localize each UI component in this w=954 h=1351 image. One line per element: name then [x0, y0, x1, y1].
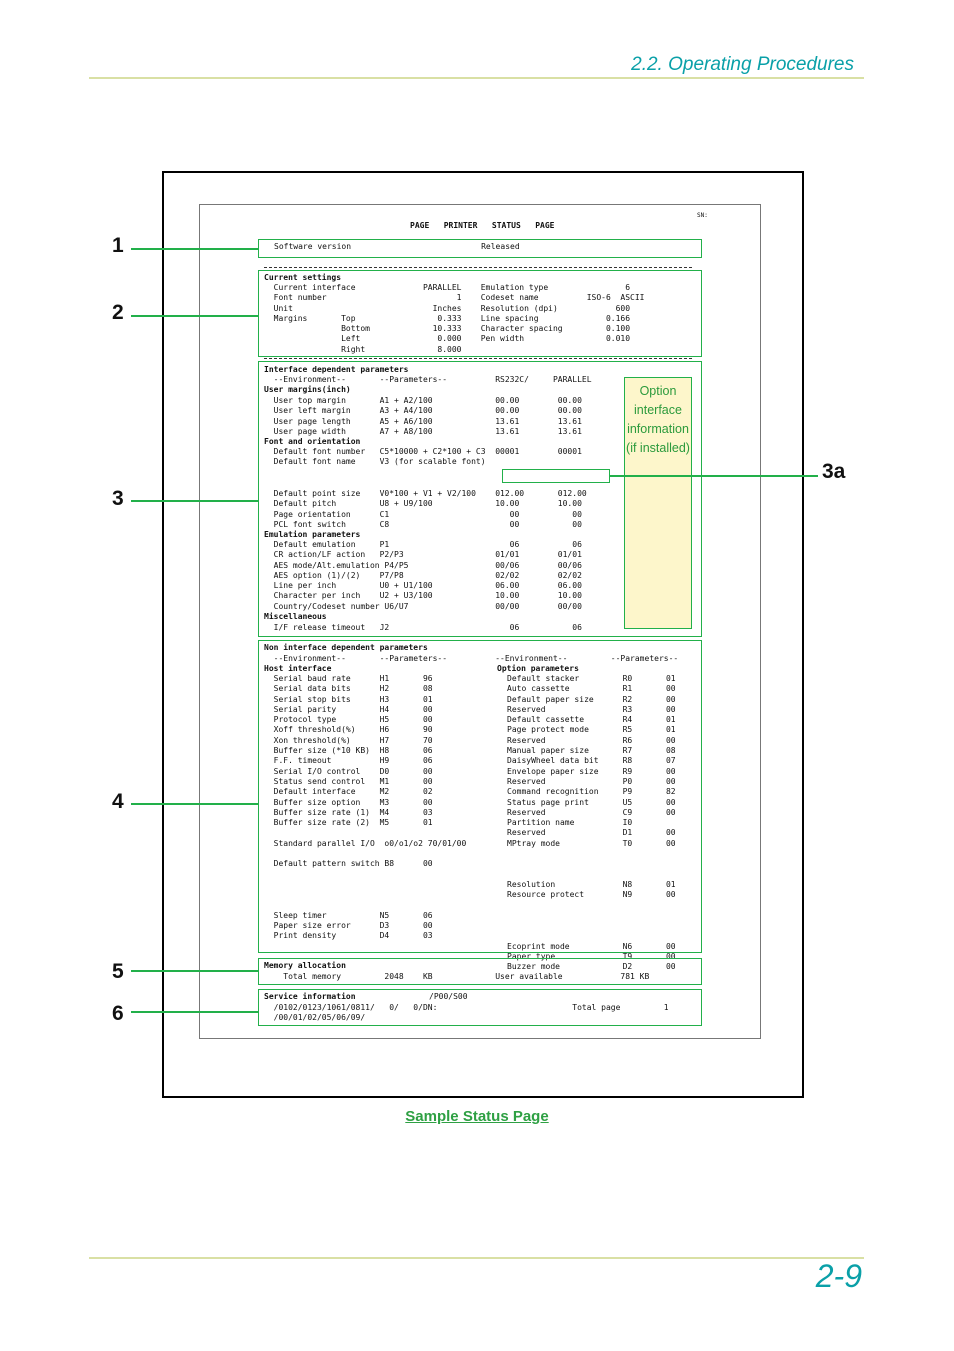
non-interface-heading: Non interface dependent parameters [264, 643, 428, 652]
service-information-heading: Service information [264, 992, 356, 1001]
option-info-line: (if installed) [626, 441, 690, 455]
option-info-line: Option [639, 384, 677, 398]
callout-number-2: 2 [112, 301, 124, 324]
software-version-line: Software version Released [274, 242, 520, 251]
status-page-title: PAGE PRINTER STATUS PAGE [410, 221, 555, 230]
user-margins-heading: User margins(inch) [264, 385, 351, 394]
font-orientation-body: Default font number C5*10000 + C2*100 + C3 00001 00001 Default font name V3 (for scalable font) [273, 447, 582, 467]
footer-rule [89, 1257, 864, 1259]
separator-line [264, 358, 692, 359]
callout-number-6: 6 [112, 1002, 124, 1025]
point-pitch-body: Default point size V0*100 + V1 + V2/100 012.00 012.00 Default pitch U8 + U9/100 10.00 10.00 Page orientation C1 00 00 PCL font switch C8 00 00 [273, 489, 587, 529]
font-orientation-heading: Font and orientation [264, 437, 361, 446]
separator-line [264, 267, 692, 268]
callout-number-1: 1 [112, 234, 124, 257]
non-interface-columns-header: --Environment-- --Parameters-- --Environment-- --Parameters-- [264, 654, 679, 663]
callout-number-3a: 3a [822, 460, 846, 483]
emulation-heading: Emulation parameters [264, 530, 361, 539]
section-title: 2.2. Operating Procedures [631, 54, 854, 75]
header-rule [89, 77, 864, 79]
miscellaneous-body: I/F release timeout J2 06 06 [264, 623, 582, 632]
service-information-body: /0102/0123/1061/0811/ 0/ 0/DN: Total page 1 /00/01/02/05/06/09/ [273, 1003, 669, 1023]
callout-number-4: 4 [112, 790, 124, 813]
option-interface-info-box [624, 377, 692, 629]
callout-line-4 [131, 803, 258, 805]
current-settings-body: Current interface PARALLEL Emulation type 6 Font number 1 Codeset name ISO-6 ASCII Unit Inches Resolution (dpi) 600 Margins Top 0.333 Line spacing 0.166 Bottom 10.333 Character spacing 0.100 Left 0.000 Pen width 0.010 Right 8.000 [273, 283, 645, 354]
callout-line-1 [131, 248, 258, 250]
service-firmware: /P00/S00 [429, 992, 468, 1001]
callout-line-5 [131, 970, 258, 972]
serial-number-label: SN: [697, 212, 708, 219]
miscellaneous-heading: Miscellaneous [264, 612, 327, 621]
option-info-line: interface [634, 403, 682, 417]
page-number: 2-9 [815, 1258, 862, 1294]
option-info-line: information [627, 422, 689, 436]
callout-line-6 [131, 1011, 258, 1013]
callout-line-3 [131, 500, 258, 502]
option-parameters-heading: Option parameters [497, 664, 579, 673]
interface-columns-header: --Environment-- --Parameters-- RS232C/ PARALLEL [264, 375, 592, 384]
callout-line-3a [610, 475, 818, 477]
emulation-body: Default emulation P1 06 06 CR action/LF action P2/P3 01/01 01/01 AES mode/Alt.emulation P4/P5 00/06 00/06 AES option (1)/(2) P7/P8 02/02 02/02 Line per inch U0 + U1/100 06.00 06.00 Character per inch U2 + U3/100 10.00 10.00 Country/Codeset number U6/U7 00/00 00/00 [273, 540, 582, 611]
callout-line-2 [131, 315, 258, 317]
option-parameters-body: Default stacker R0 01 Auto cassette R1 00 Default paper size R2 00 Reserved R3 00 Default cassette R4 01 Page protect mode R5 01 Reserved R6 00 Manual paper size R7 08 DaisyWheel data bit R8 07 Envelope paper size R9 00 Reserved P0 00 Command recognition P9 82 Status page print U5 00 Reserved C9 00 Partition name I0 Reserved D1 00 MPtray mode T0 00 Resolution N8 01 Resource protect N9 00 Ecoprint mode N6 00 Paper type T9 00 Buzzer mode D2 00 [507, 674, 676, 972]
host-interface-body: Serial baud rate H1 96 Serial data bits H2 08 Serial stop bits H3 01 Serial parity H4 00 Protocol type H5 00 Xoff threshold(%) H6 90 Xon threshold(%) H7 70 Buffer size (*10 KB) H8 06 F.F. timeout H9 06 Serial I/O control D0 00 Status send control M1 00 Default interface M2 02 Buffer size option M3 00 Buffer size rate (1) M4 03 Buffer size rate (2) M5 01 Standard parallel I/O o0/o1/o2 70/01/00 Default pattern switch B8 00 Sleep timer N5 06 Paper size error D3 00 Print density D4 03 [273, 674, 467, 941]
option-slot-box [502, 469, 610, 483]
memory-allocation-heading: Memory allocation [264, 961, 346, 970]
callout-number-3: 3 [112, 487, 124, 510]
figure-caption: Sample Status Page [405, 1108, 549, 1125]
callout-number-5: 5 [112, 960, 124, 983]
memory-allocation-body: Total memory 2048 KB User available 781 KB [264, 972, 650, 981]
user-margins-body: User top margin A1 + A2/100 00.00 00.00 User left margin A3 + A4/100 00.00 00.00 User page length A5 + A6/100 13.61 13.61 User page width A7 + A8/100 13.61 13.61 [273, 396, 582, 436]
current-settings-heading: Current settings [264, 273, 342, 282]
interface-parameters-heading: Interface dependent parameters [264, 365, 409, 374]
host-interface-heading: Host interface [264, 664, 332, 673]
